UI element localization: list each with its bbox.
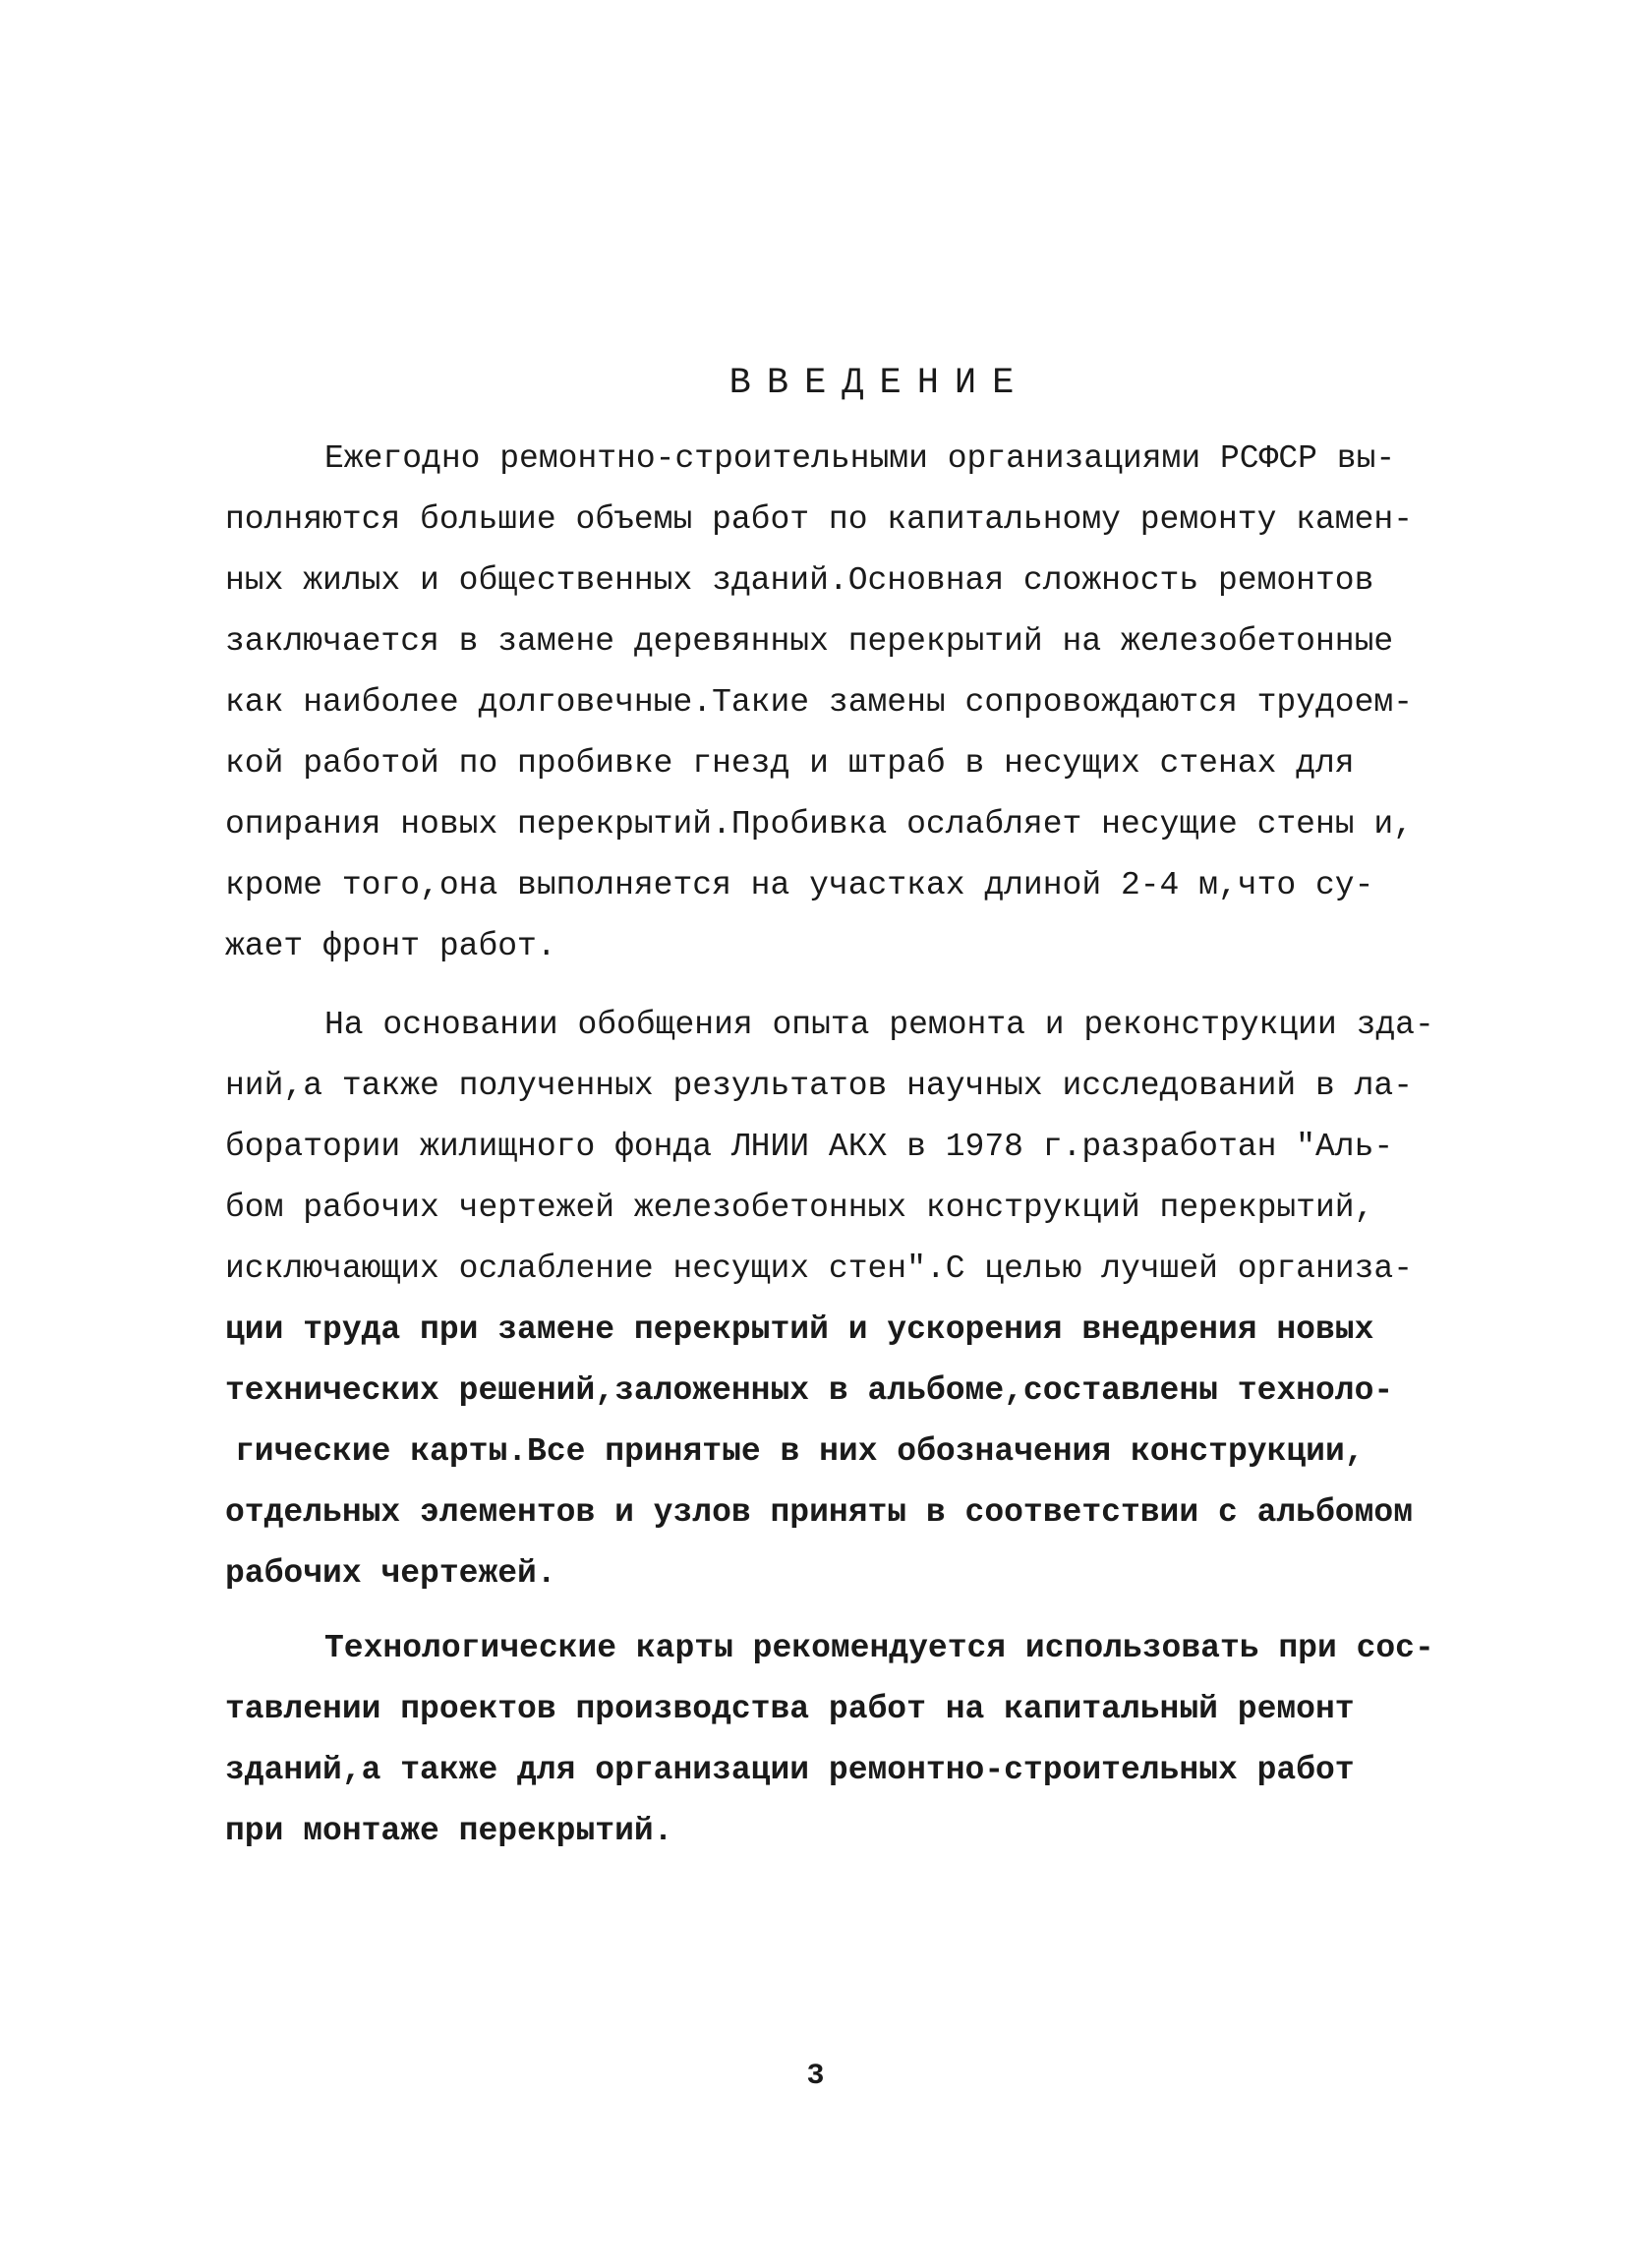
paragraph-2-line-5: исключающих ослабление несущих стен".С целью лучшей организа- xyxy=(225,1250,1413,1287)
paragraph-2-line-10: рабочих чертежей. xyxy=(225,1555,556,1592)
section-title: ВВЕДЕНИЕ xyxy=(728,363,1030,404)
paragraph-2-line-2: ний,а также полученных результатов научных исследований в ла- xyxy=(225,1068,1413,1104)
paragraph-3-line-3: зданий,а также для организации ремонтно-строительных работ xyxy=(225,1752,1355,1788)
paragraph-2-line-8: гические карты.Все принятые в них обозначения конструкции, xyxy=(235,1433,1365,1470)
paragraph-1-line-9: жает фронт работ. xyxy=(225,928,556,964)
paragraph-3-line-4: при монтаже перекрытий. xyxy=(225,1813,673,1849)
paragraph-1-line-8: кроме того,она выполняется на участках длиной 2-4 м,что су- xyxy=(225,867,1374,903)
paragraph-1-line-5: как наиболее долговечные.Такие замены сопровождаются трудоем- xyxy=(225,684,1413,721)
paragraph-2-line-3: боратории жилищного фонда ЛНИИ АКХ в 1978 г.разработан "Аль- xyxy=(225,1129,1394,1165)
paragraph-1-line-3: ных жилых и общественных зданий.Основная сложность ремонтов xyxy=(225,562,1374,599)
paragraph-2-line-1: На основании обобщения опыта ремонта и реконструкции зда- xyxy=(324,1007,1434,1043)
paragraph-2-line-7: технических решений,заложенных в альбоме,составлены техноло- xyxy=(225,1372,1394,1409)
paragraph-2-line-4: бом рабочих чертежей железобетонных конструкций перекрытий, xyxy=(225,1190,1374,1226)
paragraph-3-line-2: тавлении проектов производства работ на капитальный ремонт xyxy=(225,1691,1355,1727)
paragraph-1-line-4: заключается в замене деревянных перекрытий на железобетонные xyxy=(225,623,1394,660)
page-number: 3 xyxy=(806,2060,825,2093)
paragraph-2-line-9: отдельных элементов и узлов приняты в соответствии с альбомом xyxy=(225,1494,1413,1531)
paragraph-3-line-1: Технологические карты рекомендуется использовать при сос- xyxy=(324,1630,1434,1666)
paragraph-2-line-6: ции труда при замене перекрытий и ускорения внедрения новых xyxy=(225,1311,1374,1348)
paragraph-1-line-6: кой работой по пробивке гнезд и штраб в несущих стенах для xyxy=(225,745,1355,782)
paragraph-1-line-2: полняются большие объемы работ по капитальному ремонту камен- xyxy=(225,501,1413,538)
paragraph-1-line-1: Ежегодно ремонтно-строительными организациями РСФСР вы- xyxy=(324,440,1396,477)
paragraph-1-line-7: опирания новых перекрытий.Пробивка ослабляет несущие стены и, xyxy=(225,806,1413,843)
